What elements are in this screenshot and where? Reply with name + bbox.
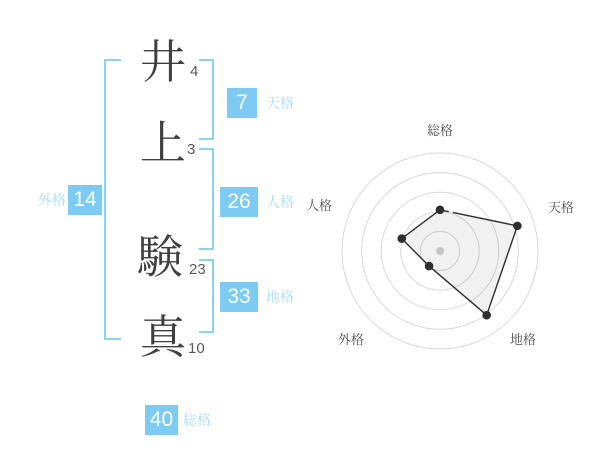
radar-axis-label-tenkaku: 天格 <box>548 200 575 215</box>
stroke-count: 10 <box>188 340 205 357</box>
soukaku-badge: 40 <box>145 405 178 435</box>
radar-axis-label-jinkaku: 人格 <box>306 198 333 213</box>
radar-chart <box>300 100 600 400</box>
tenkaku-badge: 7 <box>227 88 257 118</box>
chikaku-badge: 33 <box>220 282 258 312</box>
radar-chart-area <box>300 100 600 400</box>
jinkaku-badge: 26 <box>220 187 258 217</box>
name-char: 井 <box>140 36 186 88</box>
gaikaku-badge: 14 <box>68 185 102 215</box>
tenkaku-bracket <box>199 59 214 140</box>
radar-axis-label-gaikaku: 外格 <box>338 332 365 347</box>
soukaku-label: 総格 <box>183 412 211 428</box>
stroke-count: 4 <box>190 63 199 80</box>
name-char: 真 <box>140 311 186 363</box>
gaikaku-label: 外格 <box>38 192 66 208</box>
name-char: 験 <box>137 231 183 283</box>
tenkaku-label: 天格 <box>266 95 294 111</box>
jinkaku-bracket <box>199 148 214 250</box>
radar-axis-label-chikaku: 地格 <box>510 332 537 347</box>
stroke-count: 3 <box>187 141 196 158</box>
chikaku-label: 地格 <box>266 289 294 305</box>
stroke-count: 23 <box>189 261 206 278</box>
name-char: 上 <box>140 117 186 169</box>
radar-axis-label-soukaku: 総格 <box>427 123 454 138</box>
jinkaku-label: 人格 <box>266 194 294 210</box>
gaikaku-bracket <box>104 59 121 340</box>
